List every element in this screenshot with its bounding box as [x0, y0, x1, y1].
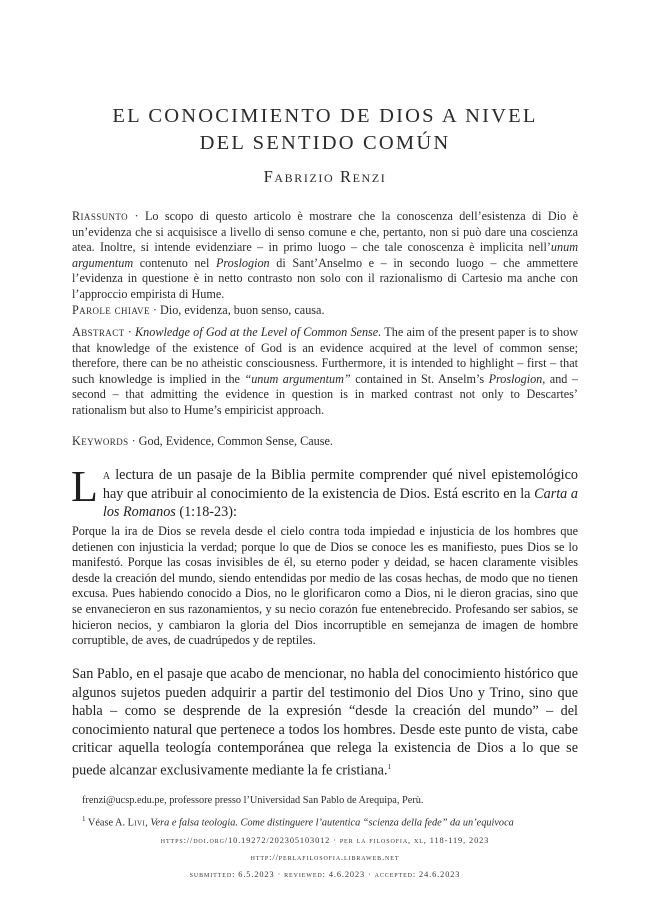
abstract-sep: · — [124, 325, 136, 339]
para2-text: San Pablo, en el pasaje que acabo de mencionar, no habla del conocimiento histórico que algunos sujetos pueden adquirir a partir del testimonio del Dios Uno y Trino, sino que habla – como se desprende de la expresión “desde la creación del mundo” – del conocimiento natural que pertenece a todos los hombres. Desde este punto de vista, cabe criticar aquella teología contemporánea que relega la existencia de Dios a lo que se puede alcanzar exclusivamente mediante la fe cristiana. — [72, 666, 578, 779]
riassunto-label: Riassunto — [72, 209, 129, 223]
abstract-italic-2: Proslogion — [488, 371, 543, 386]
footnotes — [72, 794, 578, 830]
abstract-text-2: contained in St. Anselm’s — [350, 371, 489, 386]
footnote-1-text: Véase A. — [85, 817, 128, 829]
parole-chiave-text: Dio, evidenza, buon senso, causa. — [160, 303, 325, 317]
keywords-label: Keywords — [72, 434, 129, 448]
intro-italic: Carta a los Romanos — [102, 485, 578, 521]
riassunto-block — [72, 209, 578, 303]
keywords-sep: · — [128, 434, 139, 448]
riassunto-italic-1: unum argumentum — [72, 240, 578, 270]
doi-line: https://doi.org/10.19272/202305103012 · per la filosofia, xl, 118-119, 2023 — [160, 836, 490, 845]
abstract-label: Abstract — [72, 325, 125, 339]
body-paragraph-2 — [72, 665, 578, 780]
parole-chiave-sep: · — [149, 303, 161, 317]
abstract-italic-1: “unum argumentum” — [244, 371, 351, 386]
riassunto-text-3: di Sant’Anselmo e – in secondo luogo – che ammettere l’evidenza in questione è in netto contrasto non solo con il razionalismo di Cartesio ma anche con l’approccio empirista di Hume. — [72, 255, 579, 301]
intro-paragraph — [71, 462, 578, 522]
article-title — [70, 103, 580, 157]
bible-quote: Porque la ira de Dios se revela desde el cielo contra toda impiedad e injusticia de los hombres que detienen con injusticia la verdad; porque lo que de Dios se conoce les es manifiesto, pues Dios se lo manifestó. Porque las cosas invisibles de él, su eterno poder y deidad, se hacen claramente visibles desde la creación del mundo, siendo entendidas por medio de las cosas hechas, de modo que no tienen excusa. Pues habiendo conocido a Dios, no le glorificaron como a Dios, ni le dieron gracias, sino que se envanecieron en sus razonamientos, y su necio corazón fue entenebrecido. Profesando ser sabios, se hicieron necios, y cambiaron la gloria del Dios incorruptible en semejanza de imagen de hombre corruptible, de aves, de cuadrúpedos y de reptiles. — [72, 524, 578, 648]
keywords-block — [72, 434, 578, 450]
keywords-text: God, Evidence, Common Sense, Cause. — [138, 434, 333, 448]
abstract-text-3: , and – second – that admitting the evidence in question is in marked contrast not only to Descartes’ rationalism but also to Hume’s empiricist approach. — [72, 371, 578, 417]
journal-url: http://perlafilosofia.libraweb.net — [250, 853, 400, 862]
parole-chiave-block — [72, 303, 578, 319]
author-name: Fabrizio Renzi — [263, 167, 387, 186]
intro-text-2: (1:18-23): — [175, 504, 237, 521]
abstract-block — [72, 325, 578, 419]
parole-chiave-label: Parole chiave — [72, 303, 150, 317]
footnote-1 — [72, 812, 578, 830]
riassunto-text-2: contenuto nel — [133, 255, 216, 270]
footnote-1-italic: Vera e falsa teologia. Come distinguere l’autentica “scienza della fede” da un’equivoca — [150, 817, 514, 829]
drop-cap: L — [71, 462, 98, 511]
footnote-marker: 1 — [387, 762, 392, 771]
title-line-2: DEL SENTIDO COMÚN — [199, 132, 451, 154]
footnote-1-mark: 1 — [82, 815, 86, 823]
footnote-author: frenzi@ucsp.edu.pe, professore presso l’Universidad San Pablo de Arequipa, Perù. — [82, 795, 424, 806]
riassunto-sep: · — [128, 209, 145, 223]
riassunto-italic-2: Proslogion — [215, 255, 270, 270]
abstract-title: Knowledge of God at the Level of Common Sense. — [135, 325, 382, 339]
submission-dates: submitted: 6.5.2023 · reviewed: 4.6.2023 · accepted: 24.6.2023 — [189, 870, 461, 879]
footnote-1-author: Livi — [127, 817, 146, 829]
intro-first-letter: a — [102, 467, 111, 483]
riassunto-text: Lo scopo di questo articolo è mostrare che la conoscenza dell’esistenza di Dio è un’evidenza che si acquisisce a livello di senso comune e che, pertanto, non si può dare una coscienza atea. Inoltre, si intende evidenziare – in primo luogo – che tale conoscenza è implicita nell’ — [72, 209, 578, 255]
abstract-text: The aim of the present paper is to show that knowledge of the existence of God is an evidence acquired at the level of common sense; therefore, there can be no atheistic consciousness. Furthermore, it is intended to highlight – first – that such knowledge is implied in the — [72, 325, 578, 386]
intro-text: lectura de un pasaje de la Biblia permite comprender qué nivel epistemológico hay que atribuir al conocimiento de la existencia de Dios. Está escrito en la — [102, 467, 578, 502]
title-line-1: EL CONOCIMIENTO DE DIOS A NIVEL — [112, 105, 538, 127]
footnote-1-text-2: , — [145, 817, 151, 829]
